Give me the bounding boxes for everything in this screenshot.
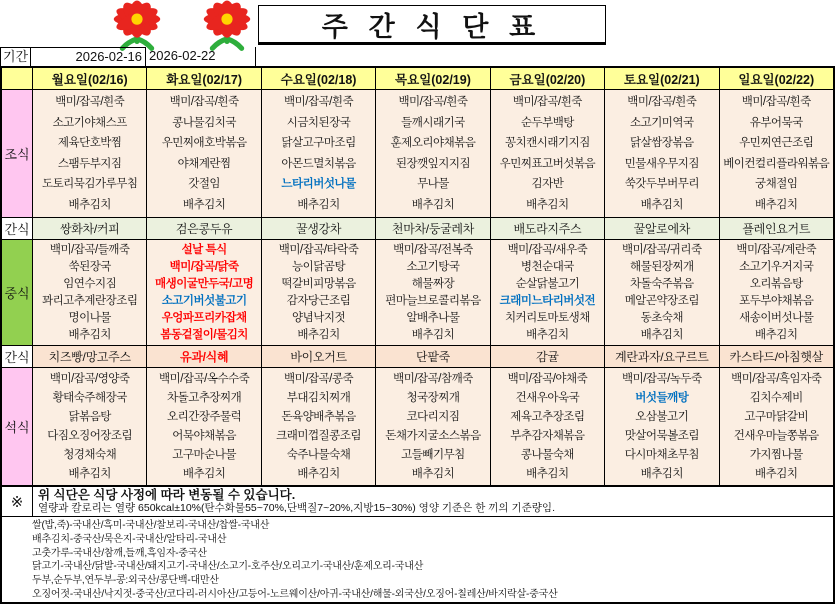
menu-item: 계란과자/요구르트 [615,350,709,364]
dinner-cell [147,368,261,485]
menu-item: 능이닭곰탕 [292,261,346,274]
menu-row-lunch [2,240,833,346]
menu-item: 소고기야채스프 [52,116,127,129]
lunch-cell [491,240,605,345]
dinner-cell [720,368,833,485]
menu-item: 백미/잡곡/흰죽 [741,96,811,109]
menu-item: 청경채숙채 [63,448,117,461]
menu-item: 다짐오징어장조림 [47,429,133,442]
menu-item: 배추김치 [68,467,111,480]
menu-item: 해물짜장 [411,278,455,291]
menu-item: 감귤 [536,350,559,364]
origin-line: 쌀(밥,죽)-국내산/흑미-국내산/찰보리-국내산/찹쌀-국내산 [32,520,270,531]
origin-line: 닭고기-국내산/닭발-국내산/돼지고기-국내산/소고기-호주산/오리고기-국내산/훈제오리-국내산 [32,561,424,573]
menu-item: 순두부백탕 [520,116,574,129]
row-label-dinner: 석식 [2,368,33,485]
menu-item: 꽈리고추계란장조림 [41,294,138,307]
menu-item: 단팥죽 [416,350,450,364]
menu-row-header [2,68,833,90]
note-line1: 위 식단은 식당 사정에 따라 변동될 수 있습니다. [38,488,296,502]
menu-item: 백미/잡곡/콩죽 [284,373,354,386]
menu-item: 고구마닭갈비 [744,411,809,424]
menu-item: 배추김치 [182,467,226,480]
menu-item: 청국장찌개 [406,392,460,405]
menu-item: 치커리토마토생채 [504,311,590,324]
menu-item: 백미/잡곡/계란죽 [736,244,817,257]
menu-item: 훈제오리야채볶음 [390,137,476,150]
menu-item: 베이컨컬리플라워볶음 [723,157,830,170]
menu-item: 숙주나물숙채 [286,448,351,461]
menu-item: 차돌숙주볶음 [629,278,694,291]
menu-item: 소고기탕국 [406,261,460,274]
row-label-lunch: 중식 [2,240,33,345]
note-line2: 열량과 칼로리는 열량 650kcal±10%(탄수화물55~70%,단백질7~20%,지방15~30%) 영양 기준은 한 끼의 기준량임. [38,502,555,514]
menu-item: 배추김치 [755,467,798,480]
menu-item: 임연수지짐 [63,278,117,291]
period-row [0,47,256,66]
menu-item: 배추김치 [640,467,684,480]
menu-row-snack1 [2,218,833,240]
menu-item: 우민찌연근조림 [739,137,814,150]
dinner-cell [262,368,376,485]
menu-item: 김자반 [531,178,564,191]
menu-item: 포두부야채볶음 [739,294,814,307]
origin-info [0,516,835,604]
menu-item: 메알곤약장조림 [624,294,699,307]
snack-cell [262,346,376,367]
menu-item: 새송이버섯나물 [739,311,814,324]
flower-decorations [94,0,270,52]
menu-item: 오삼불고기 [635,411,689,424]
snack-cell [147,346,261,367]
menu-item: 배추김치 [297,467,340,480]
snack-cell [720,346,833,367]
menu-item: 배추김치 [755,328,798,341]
menu-item: 우엉파프리카잡채 [161,311,247,324]
origin-line: 배추김치-중국산/묵은지-국내산/알타리-국내산 [32,533,227,545]
menu-item: 시금치된장국 [286,116,351,129]
menu-item: 야채계란찜 [177,157,231,170]
note-mark: ※ [2,487,33,516]
menu-item: 백미/잡곡/귀리죽 [621,244,702,257]
menu-item: 배추김치 [68,328,111,341]
menu-item: 플레인요거트 [742,222,811,236]
breakfast-cell [491,90,605,217]
lunch-cell [720,240,833,345]
period-label: 기간 [0,47,31,66]
lunch-cell [376,240,490,345]
menu-item: 우민찌표고버섯볶음 [499,157,596,170]
menu-item: 배도라지주스 [513,222,582,236]
menu-item: 무나물 [417,178,449,191]
snack-cell [147,218,261,239]
origin-line: 오징어젓-국내산/낙지젓-중국산/코다리-러시아산/고등어-노르웨이산/아귀-국내산/해물-외국산/오징어-칠레산/바지락살-중국산 [32,588,558,600]
breakfast-cell [147,90,261,217]
menu-item: 오리볶음탕 [749,278,803,291]
menu-item: 고구마순나물 [172,448,236,461]
page-title: 주 간 식 단 표 [258,5,606,45]
menu-row-breakfast [2,90,833,218]
menu-item: 배추김치 [526,328,569,341]
menu-item: 순살닭불고기 [515,278,580,291]
snack-cell [491,218,605,239]
snack-cell [491,346,605,367]
menu-item: 명이나물 [68,311,111,324]
menu-item: 배추김치 [68,198,111,211]
menu-item: 봄동겉절이/물김치 [160,328,248,341]
menu-item: 도토리묵김가루무침 [41,178,138,191]
menu-item: 배추김치 [182,198,226,211]
dinner-cell [33,368,147,485]
dinner-cell [491,368,605,485]
menu-item: 백미/잡곡/옥수수죽 [159,373,250,386]
menu-item: 백미/잡곡/녹두죽 [621,373,702,386]
menu-item: 우민찌애호박볶음 [161,137,247,150]
menu-item: 배추김치 [411,328,455,341]
menu-item: 들깨시래기국 [401,116,465,129]
menu-item: 백미/잡곡/새우죽 [507,244,588,257]
menu-item: 알배추나물 [406,311,460,324]
menu-item: 배추김치 [411,467,455,480]
row-label-header [2,68,33,89]
menu-item: 가지찜나물 [749,448,803,461]
day-header: 화요일(02/17) [147,68,261,89]
menu-item: 느타리버섯나물 [281,178,356,191]
menu-item: 닭살쌈장볶음 [629,137,694,150]
menu-item: 감자당근조림 [286,294,351,307]
menu-item: 어묵야채볶음 [172,429,236,442]
menu-item: 된장깻잎지지짐 [395,157,471,170]
menu-item: 배추김치 [755,198,798,211]
menu-item: 백미/잡곡/영양죽 [49,373,130,386]
snack-cell [376,346,490,367]
menu-item: 떡갈비피망볶음 [281,278,356,291]
row-label-snack2: 간식 [2,346,33,367]
day-header: 토요일(02/21) [605,68,719,89]
menu-item: 버섯들깨탕 [635,392,689,405]
menu-item: 스팸두부지짐 [57,157,122,170]
period-end-date: 2026-02-22 [146,47,256,66]
menu-item: 맛살어묵볼조림 [624,429,699,442]
menu-item: 닭볶음탕 [68,411,111,424]
menu-item: 배추김치 [526,198,569,211]
menu-item: 크래미껍질콩조림 [276,429,361,442]
menu-item: 편마늘브로콜리볶음 [385,294,481,307]
period-start-date: 2026-02-16 [31,47,146,66]
menu-item: 콩나물숙채 [520,448,574,461]
menu-item: 꿀알로에차 [633,222,691,236]
menu-row-dinner [2,368,833,485]
menu-item: 치즈빵/망고주스 [48,350,131,364]
menu-item: 백미/잡곡/참깨죽 [393,373,473,386]
menu-item: 제육고추장조림 [510,411,585,424]
day-header: 수요일(02/18) [262,68,376,89]
menu-item: 다시마채초무침 [624,448,699,461]
menu-item: 민물새우무지짐 [624,157,699,170]
flower-icon [94,0,180,52]
menu-item: 건새우아욱국 [515,392,580,405]
menu-item: 백미/잡곡/야채죽 [507,373,588,386]
menu-item: 차돌고추장찌개 [167,392,242,405]
menu-item: 백미/잡곡/흰죽 [627,96,697,109]
menu-item: 김치수제비 [749,392,803,405]
origin-line: 두부,순두부,연두부-콩:외국산/콩단백-대만산 [32,575,219,587]
day-header: 금요일(02/20) [491,68,605,89]
menu-item: 백미/잡곡/흰죽 [284,96,354,109]
menu-row-snack2 [2,346,833,368]
day-header: 일요일(02/22) [720,68,833,89]
menu-item: 백미/잡곡/전복죽 [393,244,473,257]
menu-item: 황태숙주해장국 [52,392,127,405]
row-label-snack1: 간식 [2,218,33,239]
lunch-cell [33,240,147,345]
menu-item: 코다리지짐 [406,411,460,424]
breakfast-cell [262,90,376,217]
menu-item: 소고기우거지국 [739,261,814,274]
menu-item: 건새우마늘쫑볶음 [733,429,819,442]
menu-item: 배추김치 [297,198,340,211]
snack-cell [33,346,147,367]
menu-item: 백미/잡곡/흰죽 [55,96,125,109]
menu-item: 백미/잡곡/흑임자죽 [731,373,822,386]
snack-cell [262,218,376,239]
notes [0,487,835,516]
day-header: 월요일(02/16) [33,68,147,89]
menu-item: 백미/잡곡/닭죽 [169,261,239,274]
menu-item: 동초숙채 [640,311,684,324]
menu-item: 검은콩두유 [175,222,233,236]
menu-item: 돈육양배추볶음 [281,411,356,424]
menu-item: 카스타드/아침햇살 [729,350,823,364]
menu-item: 부대김치찌개 [286,392,351,405]
menu-item: 백미/잡곡/들깨죽 [49,244,130,257]
menu-item: 백미/잡곡/흰죽 [512,96,582,109]
menu-item: 돈채가지굴소스볶음 [385,429,481,442]
origin-line: 고춧가루-국내산/참깨,들깨,흑임자-중국산 [32,547,207,559]
day-header: 목요일(02/19) [376,68,490,89]
menu-item: 배추김치 [640,198,684,211]
breakfast-cell [33,90,147,217]
lunch-cell [147,240,261,345]
menu-item: 백미/잡곡/타락죽 [278,244,359,257]
dinner-cell [376,368,490,485]
menu-table [0,66,835,487]
snack-cell [376,218,490,239]
menu-item: 콩나물김치국 [172,116,236,129]
row-label-breakfast: 조식 [2,90,33,217]
menu-item: 유과/식혜 [180,350,229,364]
menu-item: 제육단호박찜 [57,137,122,150]
menu-item: 양념낙지젓 [292,311,346,324]
menu-item: 부추감자채볶음 [510,429,585,442]
breakfast-cell [605,90,719,217]
menu-item: 배추김치 [640,328,684,341]
menu-item: 배추김치 [297,328,340,341]
menu-item: 배추김치 [411,198,455,211]
menu-item: 배추김치 [526,467,569,480]
menu-item: 오리간장주물럭 [167,411,242,424]
menu-item: 꽁치캔시래기지짐 [504,137,590,150]
menu-item: 소고기버섯불고기 [161,294,247,307]
menu-item: 소고기미역국 [629,116,694,129]
menu-item: 꿀생강차 [295,222,342,236]
menu-item: 쌍화차/커피 [59,222,120,236]
snack-cell [605,218,719,239]
menu-item: 백미/잡곡/흰죽 [398,96,468,109]
menu-item: 고들빼기무침 [401,448,465,461]
snack-cell [605,346,719,367]
menu-item: 바이오거트 [290,350,347,364]
snack-cell [33,218,147,239]
menu-item: 크래미느타리버섯전 [499,294,596,307]
menu-item: 쑥갓두부버무리 [624,178,699,191]
note-text [33,487,833,516]
menu-item: 유부어묵국 [749,116,803,129]
menu-item: 해물된장찌개 [629,261,694,274]
menu-item: 백미/잡곡/흰죽 [169,96,239,109]
menu-item: 천마차/둥굴레차 [391,222,475,236]
lunch-cell [605,240,719,345]
menu-item: 매생이굴만두국/고명 [155,278,254,291]
breakfast-cell [720,90,833,217]
snack-cell [720,218,833,239]
menu-item: 쑥된장국 [68,261,111,274]
menu-item: 설날 특식 [181,244,227,257]
dinner-cell [605,368,719,485]
menu-item: 아몬드멸치볶음 [281,157,356,170]
lunch-cell [262,240,376,345]
menu-item: 궁채절임 [755,178,798,191]
breakfast-cell [376,90,490,217]
menu-item: 닭살고구마조림 [281,137,356,150]
menu-item: 병천순대국 [520,261,574,274]
menu-item: 갓절임 [188,178,221,191]
